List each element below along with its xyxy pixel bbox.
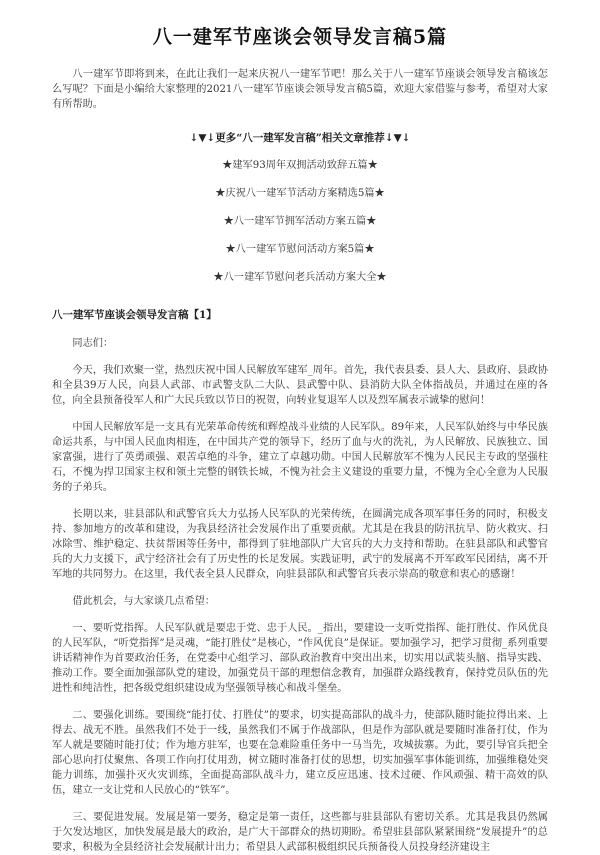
- section-title: 八一建军节座谈会领导发言稿【1】: [52, 309, 217, 321]
- greeting: 同志们：: [72, 338, 114, 349]
- intro-paragraph: 八一建军节即将到来，在此让我们一起来庆祝八一建军节吧！那么关于八一建军节座谈会领导发言稿该怎么写呢？下面是小编给大家整理的2021八一建军节座谈会领导发言稿5篇，欢迎大家借鉴与参考，希望对大家有所帮助。: [52, 69, 548, 110]
- recommend-link[interactable]: ★八一建军节拥军活动方案五篇★: [223, 216, 377, 227]
- recommend-list: [52, 159, 548, 285]
- recommend-link[interactable]: ★建军93周年双拥活动致辞五篇★: [222, 160, 378, 171]
- body-paragraph: 一、要听党指挥。人民军队就是要忠于党、忠于人民。_指出，要建设一支听党指挥、能打胜仗、作风优良的人民军队，“听党指挥”是灵魂，“能打胜仗”是核心，“作风优良”是保证。要加强学习，把学习贯彻_系列重要讲话精神作为首要政治任务，在党委中心组学习、部队政治教育中突出出来，切实用以武装头脑、指导实践、推动工作。要全面加强部队党的建设，加强党员干部的理想信念教育，加强群众路线教育，保持党员队伍的先进性和纯洁性，把各级党组织建设成为坚强领导核心和战斗堡垒。: [52, 623, 548, 694]
- body-paragraph: 三、要促进发展。发展是第一要务，稳定是第一责任，这些都与驻县部队有密切关系。尤其是我县仍然属于欠发达地区，加快发展是最大的政治，是广大干部群众的热切期盼。希望驻县部队紧紧围绕“发展提升”的总要求，积极为全县经济社会发展献计出力；希望县人武部积极组织民兵预备役人员投身经济建设主: [52, 812, 548, 853]
- body-paragraph: 长期以来，驻县部队和武警官兵大力弘扬人民军队的光荣传统，在圆满完成各项军事任务的同时，积极支持、参加地方的改革和建设，为我县经济社会发展作出了重要贡献。尤其是在我县的防汛抗旱、防火救灾、扫冰除雪、维护稳定、扶贫帮困等任务中，都得到了驻地部队广大官兵的大力支持和帮助。在驻县部队和武警官兵的大力支援下，武宁经济社会有了历史性的长足发展。实践证明，武宁的发展离不开军政军民团结，离不开军地的共同努力。在这里，我代表全县人民群众，向驻县部队和武警官兵表示崇高的敬意和衷心的感谢！: [52, 509, 548, 580]
- recommend-link[interactable]: ★八一建军节慰问老兵活动方案大全★: [213, 272, 387, 283]
- body-paragraph: 中国人民解放军是一支具有光荣革命传统和辉煌战斗业绩的人民军队。89年来，人民军队始终与中华民族命运共系，与中国人民血肉相连，在中国共产党的领导下，经历了血与火的洗礼，为人民解放、民族独立、国家富强，进行了英勇顽强、艰苦卓绝的斗争，建立了卓越功勋。中国人民解放军不愧为人民民主专政的坚强柱石，不愧为捍卫国家主权和领土完整的钢铁长城，不愧为社会主义建设的重要力量，不愧为全心全意为人民服务的子弟兵。: [52, 422, 548, 493]
- body-paragraph: 今天，我们欢聚一堂，热烈庆祝中国人民解放军建军_周年。首先，我代表县委、县人大、县政府、县政协和全县39万人民，向县人武部、市武警支队二大队、县武警中队、县消防大队全体指战员，并通过在座的各位，向全县预备役军人和广大民兵致以节日的祝贺，向转业复退军人以及烈军属表示诚挚的慰问！: [52, 365, 548, 406]
- page-title: 八一建军节座谈会领导发言稿5篇: [152, 26, 448, 48]
- recommend-link[interactable]: ★八一建军节慰问活动方案5篇★: [225, 244, 375, 255]
- recommend-header: ↓▼↓更多“八一建军发言稿”相关文章推荐↓▼↓: [189, 132, 411, 144]
- body-paragraph: 借此机会，与大家谈几点希望：: [72, 596, 216, 607]
- recommend-link[interactable]: ★庆祝八一建军节活动方案精选5篇★: [215, 188, 385, 199]
- body-paragraph: 二、要强化训练。要围绕“能打仗、打胜仗”的要求，切实提高部队的战斗力，使部队随时能拉得出来、上得去、战无不胜。虽然我们不处于一线，虽然我们不属于作战部队，但是作为部队就是要随时准备打仗，作为军人就是要随时能打仗；作为地方驻军，也要在急难险重任务中一马当先，攻城拔寨。为此，要引导官兵把全部心思向打仗聚焦、各项工作向打仗用劲，树立随时准备打仗的思想，切实加强军事体能训练，加强维稳处突能力训练，加强扑灭火灾训练，全面提高部队战斗力，建立反应迅速、技术过硬、作风顽强、精干高效的队伍，建立一支让党和人民放心的“铁军”。: [52, 710, 548, 796]
